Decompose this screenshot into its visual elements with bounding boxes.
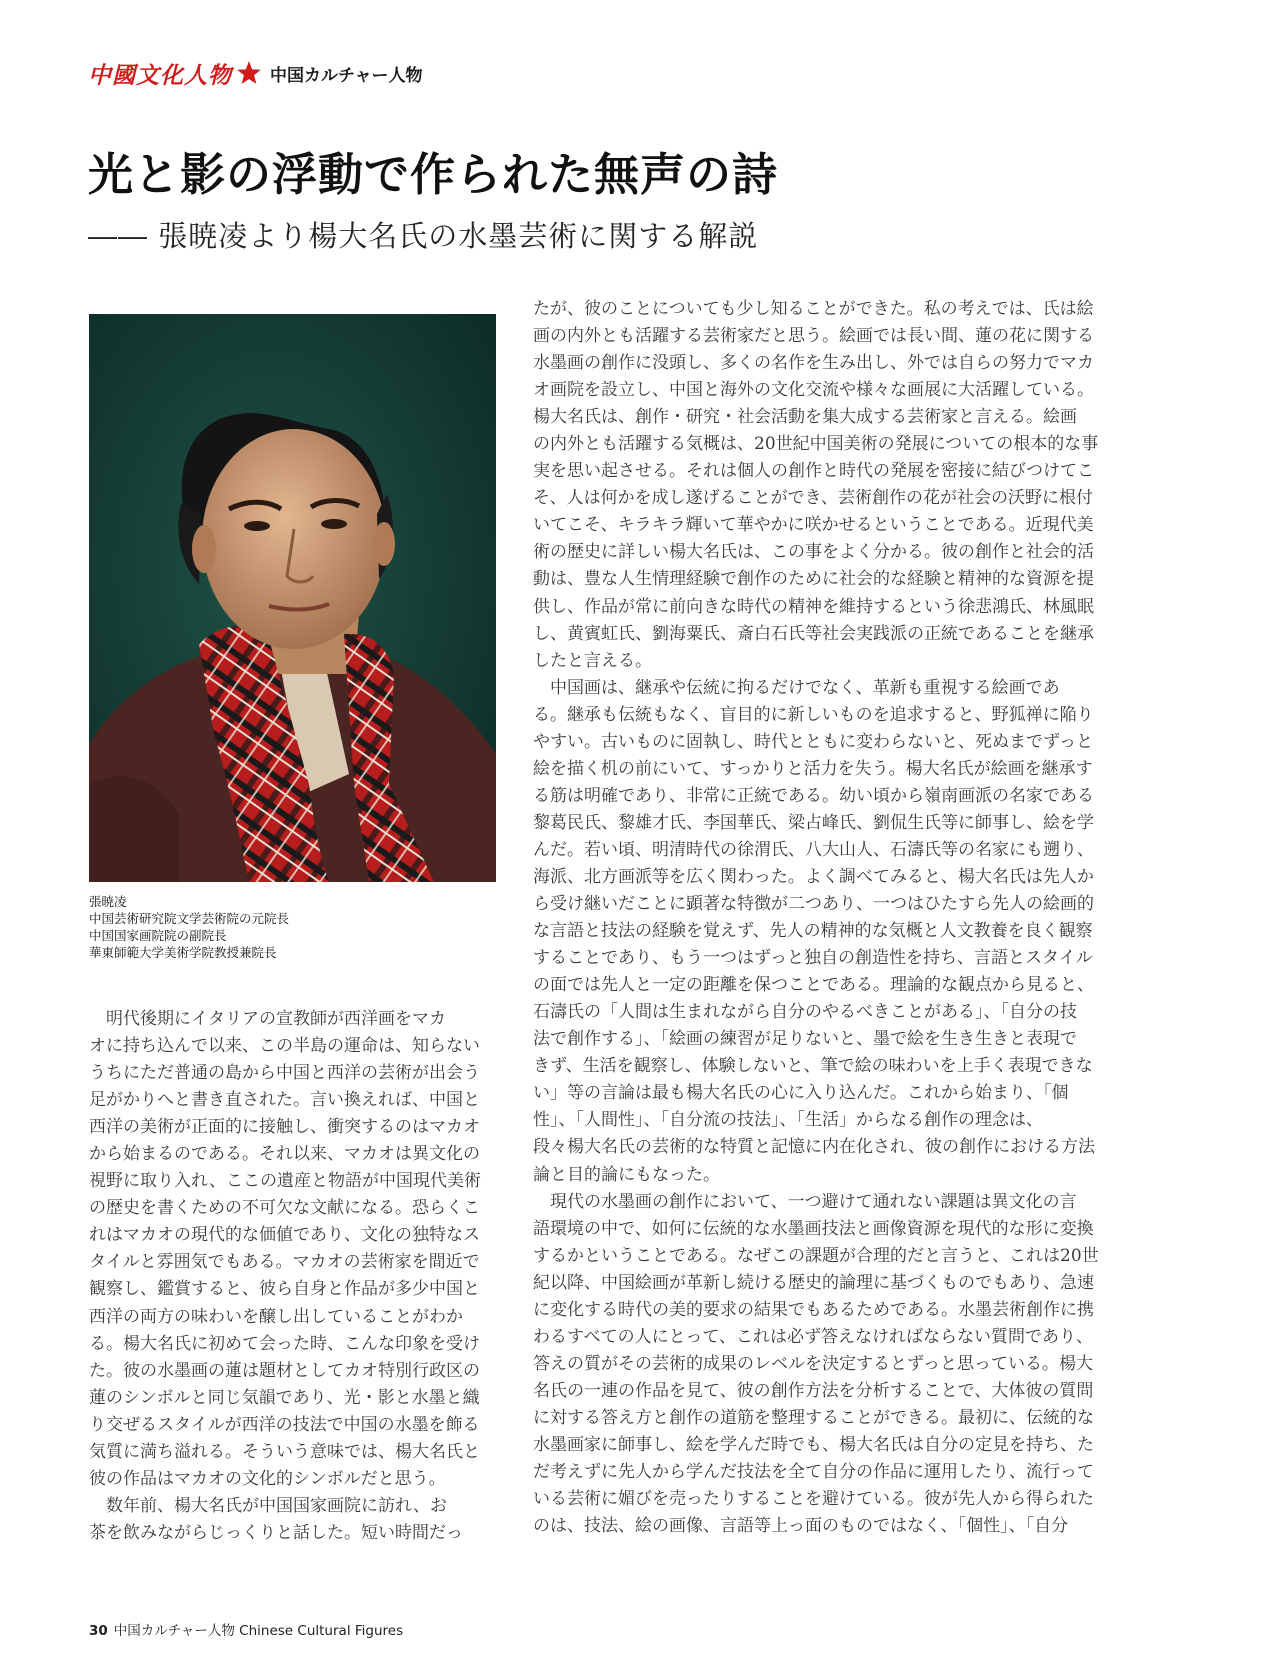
text-line: 性」、「人間性」、「自分流の技法」、「生活」からなる創作の理念は、 xyxy=(533,1110,1043,1131)
text-line: そ、人は何かを成し遂げることができ、芸術創作の花が社会の沃野に根付 xyxy=(533,488,1093,509)
caption-name: 張暁凌 xyxy=(89,894,127,909)
text-line: 黎葛民氏、黎雄才氏、李国華氏、梁占峰氏、劉侃生氏等に師事し、絵を学 xyxy=(533,812,1094,833)
text-line: る筋は明確であり、非常に正統である。幼い頃から嶺南画派の名家である xyxy=(533,785,1094,806)
page-number: 30 xyxy=(89,1623,108,1639)
text-line: 段々楊大名氏の芸術的な特質と記憶に内在化され、彼の創作における方法 xyxy=(533,1137,1096,1158)
text-line: 画の内外とも活躍する芸術家だと思う。絵画では長い間、蓮の花に関する xyxy=(533,326,1094,347)
text-line: 名氏の一連の作品を見て、彼の創作方法を分析することで、大体彼の質問 xyxy=(533,1380,1094,1401)
text-line: だ考えずに先人から学んだ技法を全て自分の作品に運用したり、流行って xyxy=(533,1462,1094,1483)
text-line: 水墨画の創作に没頭し、多くの名作を生み出し、外では自らの努力でマカ xyxy=(533,353,1094,374)
text-line: 答えの質がその芸術的成果のレベルを決定するとずっと思っている。楊大 xyxy=(533,1353,1093,1374)
text-line: 論と目的論にもなった。 xyxy=(533,1164,720,1185)
text-line: オ画院を設立し、中国と海外の文化交流や様々な画展に大活躍している。 xyxy=(533,380,1094,401)
text-line: れはマカオの現代的な価値であり、文化の独特なス xyxy=(89,1225,480,1246)
text-line: 西洋の両方の味わいを醸し出していることがわか xyxy=(89,1306,463,1327)
text-line: 彼の作品はマカオの文化的シンボルだと思う。 xyxy=(89,1468,446,1489)
text-line: 法で創作する」、「絵画の練習が足りないと、墨で絵を生き生きと表現で xyxy=(533,1029,1077,1050)
publication-name: 中国カルチャー人物 Chinese Cultural Figures xyxy=(113,1623,404,1639)
text-line: から始まるのである。それ以来、マカオは異文化の xyxy=(89,1144,480,1165)
text-line: 観察し、鑑賞すると、彼ら自身と作品が多少中国と xyxy=(89,1279,480,1300)
text-line: うちにただ普通の島から中国と西洋の芸術が出会う xyxy=(89,1063,480,1084)
body-text-left-column xyxy=(89,1006,499,1547)
text-line: に対する答え方と創作の道筋を整理することができる。最初に、伝統的な xyxy=(533,1407,1094,1428)
text-line: 水墨画家に師事し、絵を学んだ時でも、楊大名氏は自分の定見を持ち、た xyxy=(533,1434,1094,1455)
text-line: 語環境の中で、如何に伝統的な水墨画技法と画像資源を現代的な形に変換 xyxy=(533,1218,1094,1239)
text-line: に変化する時代の美的要求の結果でもあるためである。水墨芸術創作に携 xyxy=(533,1299,1094,1320)
text-line: やすい。古いものに固執し、時代とともに変わらないと、死ぬまでずっと xyxy=(533,731,1093,752)
text-line: る。楊大名氏に初めて会った時、こんな印象を受け xyxy=(89,1333,480,1354)
text-line: の歴史を書くための不可欠な文献になる。恐らくこ xyxy=(89,1198,480,1219)
caption-line: 華東師範大学美術学院教授兼院長 xyxy=(89,945,277,960)
text-line: 楊大名氏は、創作・研究・社会活動を集大成する芸術家と言える。絵画 xyxy=(533,407,1077,428)
section-label: 中国カルチャー人物 xyxy=(270,65,423,86)
text-line: た。彼の水墨画の蓮は題材としてカオ特別行政区の xyxy=(89,1360,480,1381)
text-line: 西洋の美術が正面的に接触し、衝突するのはマカオ xyxy=(89,1117,480,1138)
text-line: し、黄賓虹氏、劉海粟氏、斎白石氏等社会実践派の正統であることを継承 xyxy=(533,623,1094,644)
text-line: 紀以降、中国絵画が革新し続ける歴史的論理に基づくものでもあり、急速 xyxy=(533,1272,1094,1293)
text-line: 中国画は、継承や伝統に拘るだけでなく、革新も重視する絵画であ xyxy=(533,677,1060,698)
text-line: のは、技法、絵の画像、言語等上っ面のものではなく、「個性」、「自分 xyxy=(533,1516,1069,1537)
body-text-right-column xyxy=(533,296,1133,1540)
article-subtitle: ―― 張暁凌より楊大名氏の水墨芸術に関する解説 xyxy=(88,219,759,253)
portrait-photo xyxy=(89,314,496,882)
text-line: の面では先人と一定の距離を保つことである。理論的な観点から見ると、 xyxy=(533,975,1094,996)
text-line: することであり、もう一つはずっと独自の創造性を持ち、言語とスタイル xyxy=(533,948,1093,969)
photo-caption xyxy=(89,893,289,961)
text-line: きず、生活を観察し、体験しないと、筆で絵の味わいを上手く表現できな xyxy=(533,1056,1093,1077)
text-line: 現代の水墨画の創作において、一つ避けて通れない課題は異文化の言 xyxy=(533,1191,1077,1212)
text-line: ら受け継いだことに顕著な特徴が二つあり、一つはひたすら先人の絵画的 xyxy=(533,894,1094,915)
text-line: オに持ち込んで以来、この半島の運命は、知らない xyxy=(89,1036,480,1057)
text-line: したと言える。 xyxy=(533,650,652,671)
text-line: 足がかりへと書き直された。言い換えれば、中国と xyxy=(89,1090,480,1111)
masthead xyxy=(88,56,423,90)
text-line: わるすべての人にとって、これは必ず答えなければならない質問であり、 xyxy=(533,1326,1093,1347)
text-line: 明代後期にイタリアの宣教師が西洋画をマカ xyxy=(89,1009,446,1029)
caption-line: 中国芸術研究院文学芸術院の元院長 xyxy=(89,911,290,926)
article-title: 光と影の浮動で作られた無声の詩 xyxy=(88,148,779,201)
text-line: 供し、作品が常に前向きな時代の精神を維持するという徐悲鴻氏、林風眠 xyxy=(533,596,1094,617)
text-line: 茶を飲みながらじっくりと話した。短い時間だっ xyxy=(89,1522,463,1543)
text-line: 絵を描く机の前にいて、すっかりと活力を失う。楊大名氏が絵画を継承す xyxy=(533,758,1093,779)
text-line: 気質に満ち溢れる。そういう意味では、楊大名氏と xyxy=(89,1441,480,1462)
text-line: の内外とも活躍する気概は、20世紀中国美術の発展についての根本的な事 xyxy=(533,434,1099,455)
caption-line: 中国国家画院院の副院長 xyxy=(89,928,227,943)
text-line: いてこそ、キラキラ輝いて華やかに咲かせるということである。近現代美 xyxy=(533,515,1094,536)
page-footer xyxy=(89,1619,403,1639)
text-line: 視野に取り入れ、ここの遺産と物語が中国現代美術 xyxy=(89,1171,482,1192)
text-line: る。継承も伝統もなく、盲目的に新しいものを追求すると、野狐禅に陥り xyxy=(533,704,1094,725)
text-line: するかということである。なぜこの課題が合理的だと言うと、これは20世 xyxy=(533,1245,1099,1266)
magazine-logo: 中國文化人物 xyxy=(88,61,232,89)
text-line: 動は、豊な人生情理経験で創作のために社会的な経験と精神的な資源を提 xyxy=(533,569,1094,590)
text-line: 数年前、楊大名氏が中国国家画院に訪れ、お xyxy=(89,1495,448,1516)
text-line: 石濤氏の「人間は生まれながら自分のやるべきことがある」、「自分の技 xyxy=(533,1002,1077,1023)
text-line: たが、彼のことについても少し知ることができた。私の考えでは、氏は絵 xyxy=(533,299,1094,319)
text-line: 蓮のシンボルと同じ気韻であり、光・影と水墨と織 xyxy=(89,1387,480,1408)
text-line: タイルと雰囲気でもある。マカオの芸術家を間近で xyxy=(89,1252,480,1273)
text-line: 術の歴史に詳しい楊大名氏は、この事をよく分かる。彼の創作と社会的活 xyxy=(533,542,1094,563)
text-line: 実を思い起させる。それは個人の創作と時代の発展を密接に結びつけてこ xyxy=(533,461,1094,482)
text-line: な言語と技法の経験を覚えず、先人の精神的な気概と人文教養を良く観察 xyxy=(533,921,1093,942)
text-line: 海派、北方画派等を広く関わった。よく調べてみると、楊大名氏は先人か xyxy=(533,866,1094,887)
text-line: り交ぜるスタイルが西洋の技法で中国の水墨を飾る xyxy=(89,1414,480,1435)
text-line: い」等の言論は最も楊大名氏の心に入り込んだ。これから始まり、「個 xyxy=(533,1083,1069,1104)
text-line: いる芸術に媚びを売ったりすることを避けている。彼が先人から得られた xyxy=(533,1489,1094,1510)
text-line: んだ。若い頃、明清時代の徐渭氏、八大山人、石濤氏等の名家にも遡り、 xyxy=(533,839,1094,860)
red-star-icon xyxy=(236,60,262,86)
